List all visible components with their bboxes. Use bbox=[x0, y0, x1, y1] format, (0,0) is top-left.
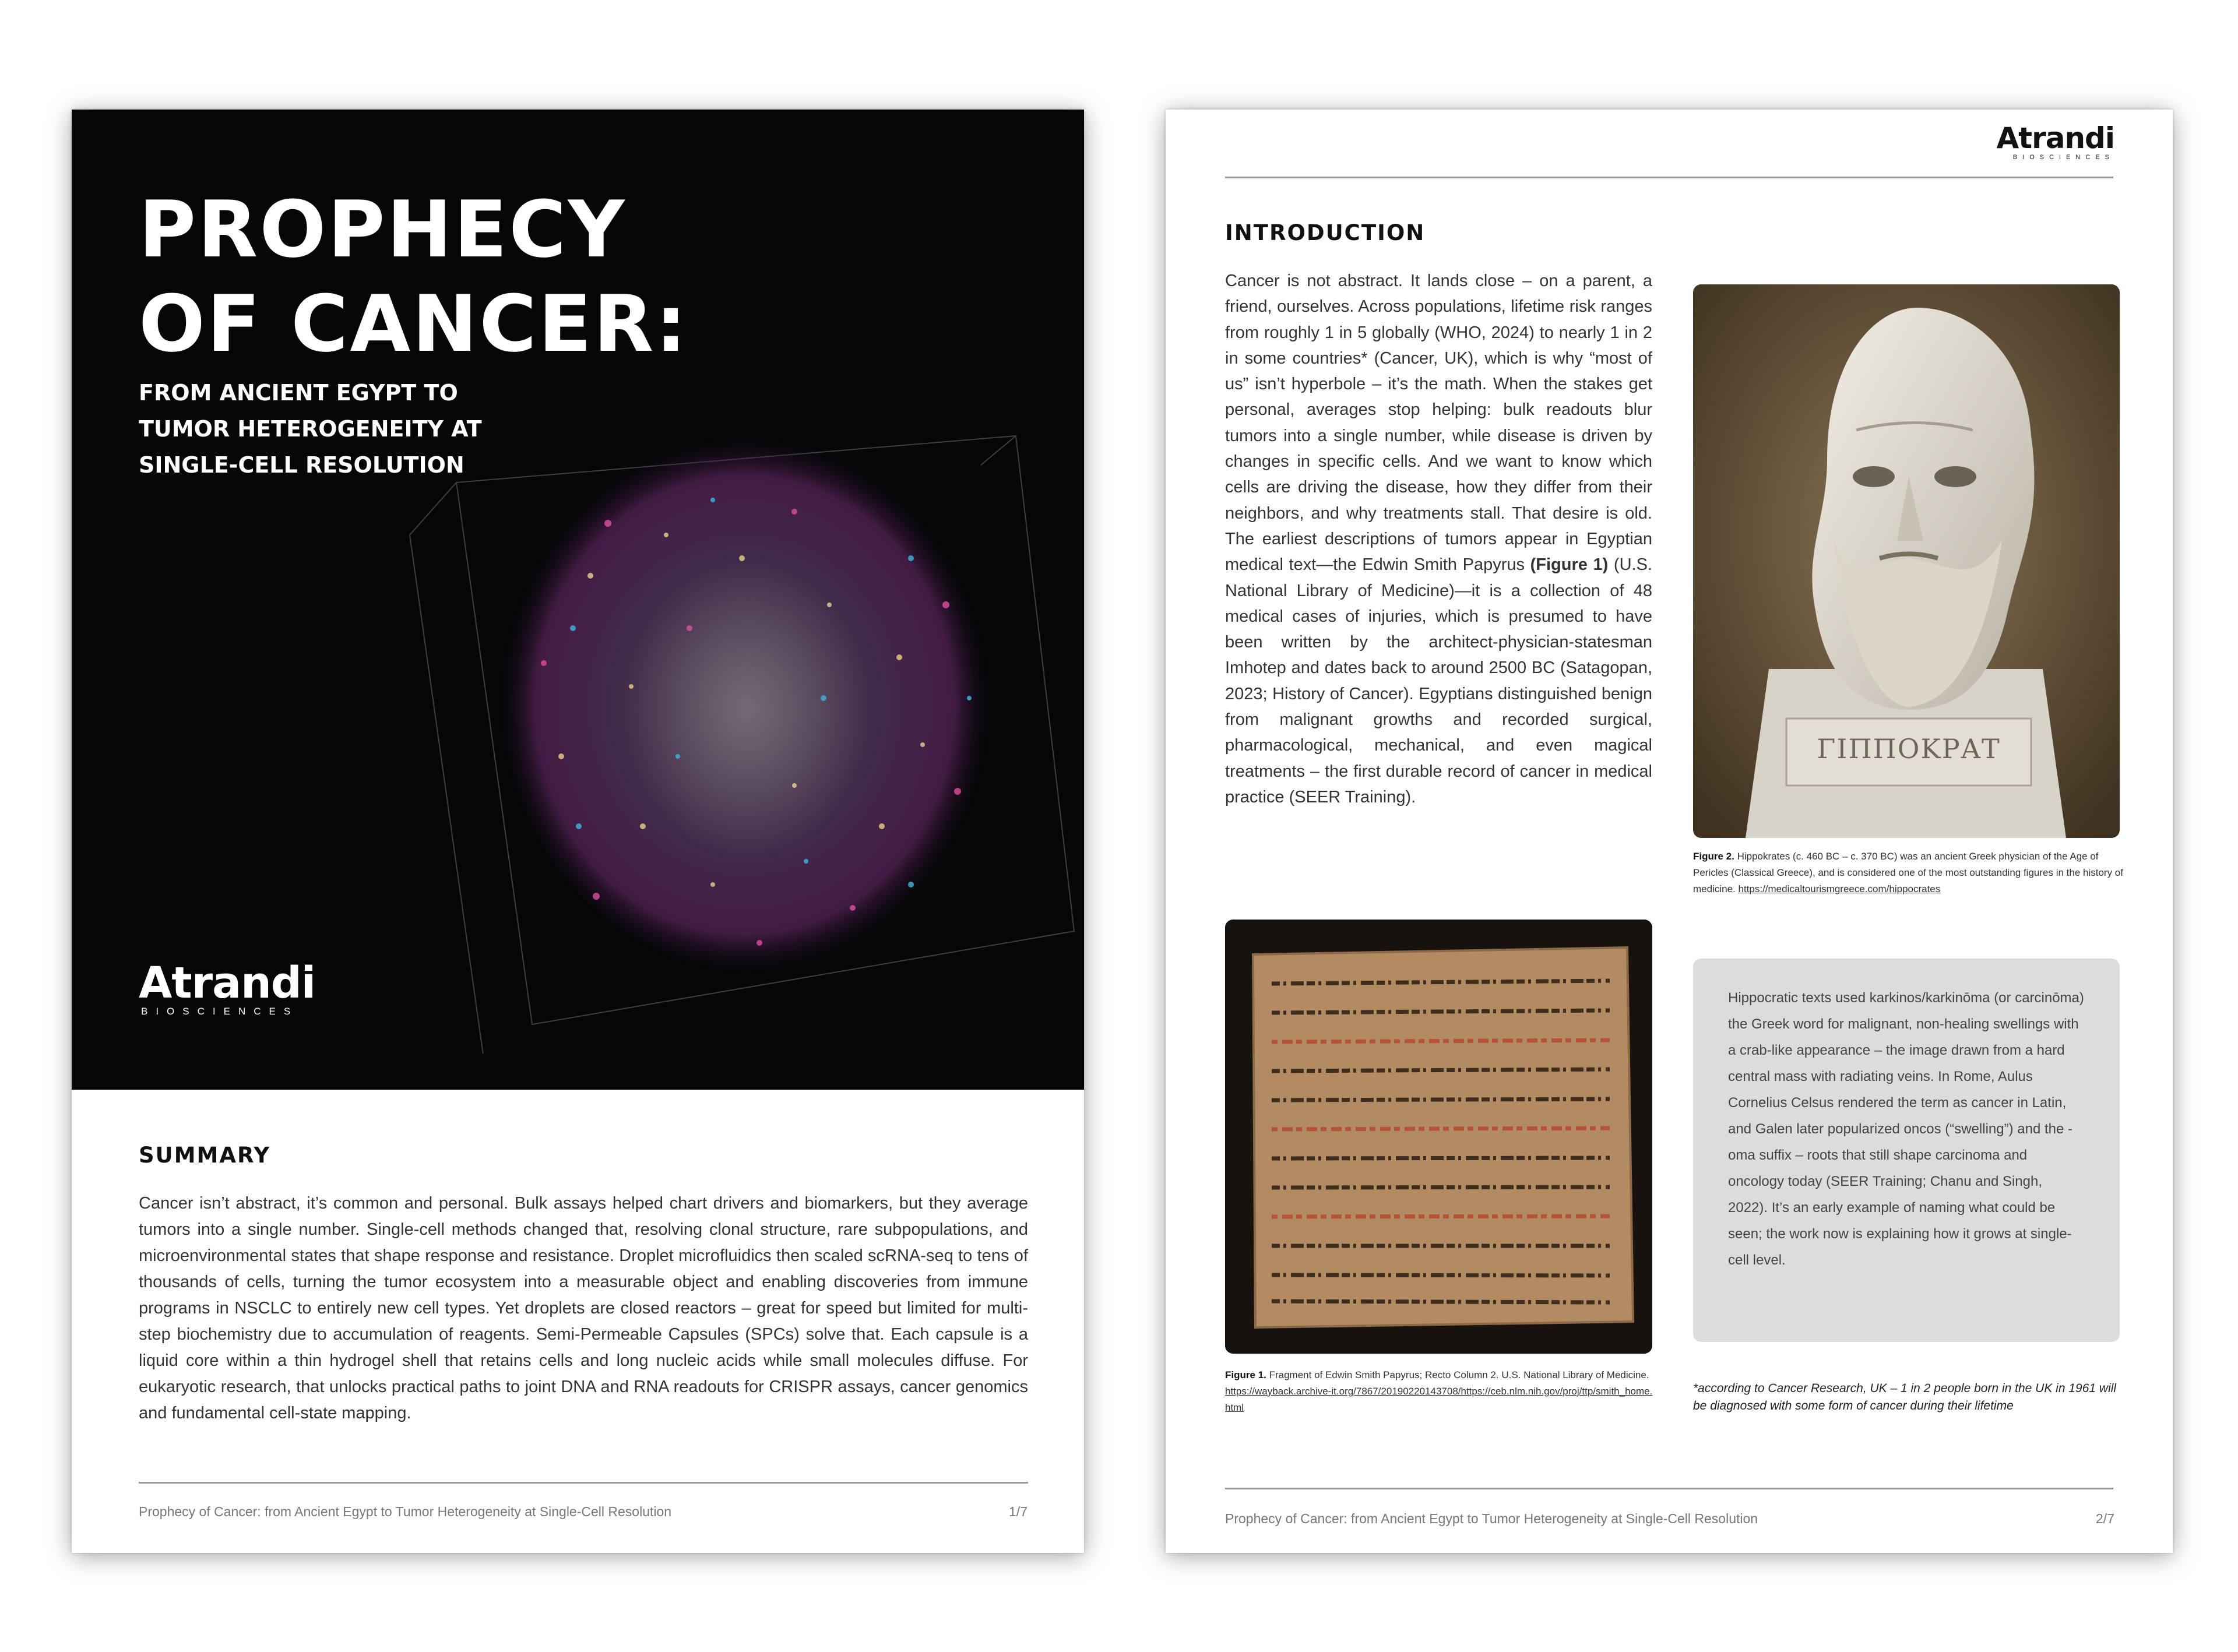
cover-subtitle-line-2: TUMOR HETEROGENEITY AT bbox=[139, 416, 482, 442]
footer-title: Prophecy of Cancer: from Ancient Egypt to Tumor Heterogeneity at Single-Cell Resolution bbox=[139, 1504, 672, 1519]
page-number: 1/7 bbox=[1009, 1504, 1027, 1519]
document-page-2 bbox=[1166, 110, 2173, 1553]
logo-tagline: BIOSCIENCES bbox=[141, 1006, 299, 1017]
atrandi-logo bbox=[139, 960, 315, 1017]
cover-subtitle-line-3: SINGLE-CELL RESOLUTION bbox=[139, 452, 465, 478]
footer-divider bbox=[139, 1482, 1028, 1484]
cover-subtitle bbox=[139, 375, 512, 483]
figure-1-label: Figure 1. bbox=[1225, 1369, 1266, 1380]
atrandi-logo bbox=[1996, 122, 2114, 161]
logo-wordmark: Atrandi bbox=[1996, 121, 2114, 155]
etymology-sidebar-text: Hippocratic texts used karkinos/karkinōma (or carcinōma) the Greek word for malignant, non-healing swellings with a crab-like appearance – the image drawn from a hard central mass with radiating veins. In Rome, Aulus Cornelius Celsus rendered the term as cancer in Latin, and Galen later popularized oncos (“swelling”) and the -oma suffix – roots that still shape carcinoma and oncology today (SEER Training; Chanu and Singh, 2022). It’s an early example of naming what could be seen; the work now is explaining how it grows at single-cell level. bbox=[1728, 990, 2084, 1268]
cover-section bbox=[72, 110, 1084, 1090]
figure-1-reference[interactable]: (Figure 1) bbox=[1530, 555, 1609, 575]
etymology-sidebar bbox=[1693, 959, 2120, 1342]
summary-heading: SUMMARY bbox=[139, 1143, 271, 1168]
footer-title: Prophecy of Cancer: from Ancient Egypt to Tumor Heterogeneity at Single-Cell Resolution bbox=[1225, 1511, 1758, 1526]
cover-subtitle-line-1: FROM ANCIENT EGYPT TO bbox=[139, 380, 458, 406]
figure-2-source-link[interactable]: https://medicaltourismgreece.com/hippocrates bbox=[1738, 883, 1941, 894]
cover-title-line-2: OF CANCER: bbox=[139, 279, 688, 369]
introduction-heading: INTRODUCTION bbox=[1225, 220, 1426, 245]
figure-2-caption-text: Hippokrates (c. 460 BC – c. 370 BC) was an ancient Greek physician of the Age of Pericles (Classical Greece), and is considered one of the most outstanding figures in the history of medicine. bbox=[1693, 851, 2123, 894]
document-page-1 bbox=[72, 110, 1084, 1553]
figure-1-caption bbox=[1225, 1367, 1653, 1416]
introduction-text-part-2: (U.S. National Library of Medicine)—it is a collection of 48 medical cases of injuries, which is presumed to have been written by the architect-physician-statesman Imhotep and dates back to around 2500 BC (Satagopan, 2023; History of Cancer). Egyptians distinguished benign from malignant growths and recorded surgical, pharmacological, mechanical, and even magical treatments – the first durable record of cancer in medical practice (SEER Training). bbox=[1225, 555, 1652, 806]
tumor-3d-render-image bbox=[386, 383, 1084, 1054]
page-number: 2/7 bbox=[2096, 1511, 2114, 1526]
figure-2-label: Figure 2. bbox=[1693, 851, 1734, 862]
logo-wordmark: Atrandi bbox=[139, 958, 316, 1008]
footer-divider bbox=[1225, 1488, 2113, 1489]
introduction-body bbox=[1225, 268, 1652, 810]
figure-1-source-link[interactable]: https://wayback.archive-it.org/7867/20190220143708/https://ceb.nlm.nih.gov/proj/ttp/smith_home.html bbox=[1225, 1386, 1653, 1413]
figure-2-caption bbox=[1693, 848, 2124, 897]
summary-body: Cancer isn’t abstract, it’s common and personal. Bulk assays helped chart drivers and biomarkers, but they average tumors into a single number. Single-cell methods changed that, resolving clonal structure, rare subpopulations, and microenvironmental states that shape response and resistance. Droplet microfluidics then scaled scRNA-seq to tens of thousands of cells, turning the tumor ecosystem into a measurable object and enabling discoveries from immune programs in NSCLC to entirely new cell types. Yet droplets are closed reactors – great for speed but limited for multi-step biochemistry due to accumulation of reagents. Semi-Permeable Capsules (SPCs) solve that. Each capsule is a liquid core within a thin hydrogel shell that retains cells and long nucleic acids while small molecules diffuse. For eukaryotic research, that unlocks practical paths to joint DNA and RNA readouts for CRISPR assays, cancer genomics and fundamental cell-state mapping. bbox=[139, 1194, 1028, 1422]
logo-tagline: BIOSCIENCES bbox=[2012, 154, 2114, 161]
figure-1-caption-text: Fragment of Edwin Smith Papyrus; Recto Column 2. U.S. National Library of Medicine. bbox=[1269, 1369, 1649, 1380]
cover-title bbox=[139, 182, 688, 371]
footnote: *according to Cancer Research, UK – 1 in 2 people born in the UK in 1961 will be diagnosed with some form of cancer during their lifetime bbox=[1693, 1382, 2117, 1413]
papyrus-illustration bbox=[1225, 920, 1652, 1354]
edwin-smith-papyrus-image bbox=[1225, 920, 1652, 1354]
introduction-text-part-1: Cancer is not abstract. It lands close – on a parent, a friend, ourselves. Across populations, lifetime risk ranges from roughly 1 in 5 globally (WHO, 2024) to nearly 1 in 2 in some countries* (Cancer, UK), which is why “most of us” isn’t hyperbole – it’s the math. When the stakes get personal, averages stop helping: bulk readouts blur tumors into a single number, while disease is driven by changes in specific cells. And we want to know which cells are driving the disease, how they differ from their neighbors, and why treatments stall. That desire is old. The earliest descriptions of tumors appear in Egyptian medical text—the Edwin Smith Papyrus bbox=[1225, 272, 1652, 575]
bust-inscription: ΓΙΠΠΟΚΡΑΤ bbox=[1817, 733, 2001, 765]
hippocrates-bust-image bbox=[1693, 284, 2120, 838]
header-divider bbox=[1225, 177, 2113, 178]
cover-title-line-1: PROPHECY bbox=[139, 184, 627, 275]
